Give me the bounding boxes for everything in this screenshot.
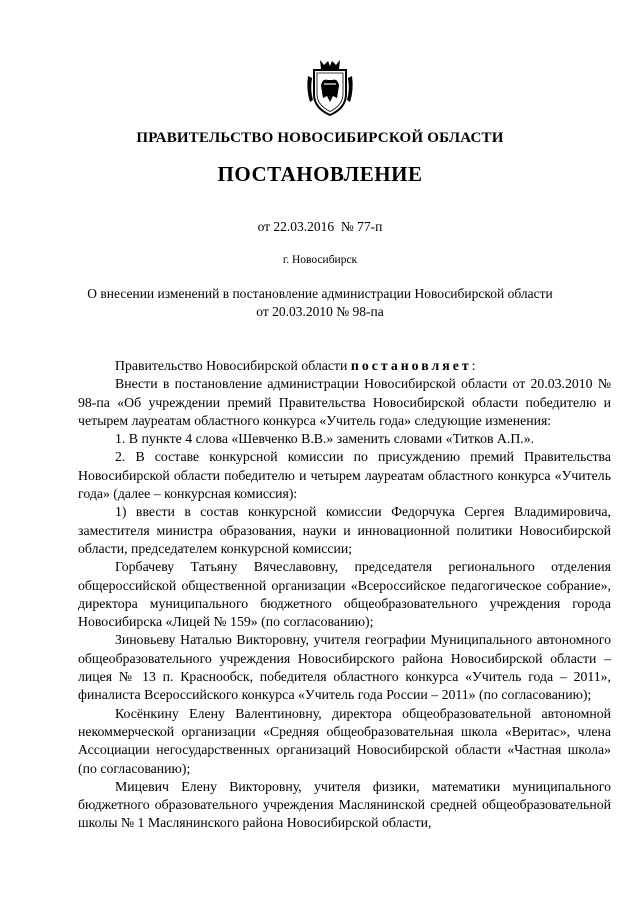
paragraph-gorbacheva: Горбачеву Татьяну Вячеславовну, председателя регионального отделения общероссийской общественной организации «Всероссийское педагогическое собрание», директора муниципального бюджетного общеобразовательного учреждения города Новосибирска «Лицей № 159» (по согласованию); [78, 559, 611, 630]
opening-text: Правительство Новосибирской области [115, 358, 351, 373]
paragraph-zinovieva: Зиновьеву Наталью Викторовну, учителя географии Муниципального автономного общеобразовательного учреждения Новосибирского района Новосибирской области – лицея № 13 п. Краснообск, победителя областного конкурса «Учитель года – 2011», финалиста Всероссийского конкурса «Учитель года России – 2011» (по согласованию); [78, 632, 611, 703]
paragraph-item-1: 1. В пункте 4 слова «Шевченко В.В.» заменить словами «Титков А.П.». [115, 431, 535, 447]
paragraph-item-2: 2. В составе конкурсной комиссии по присуждению премий Правительства Новосибирской области победителю и четырем лауреатам областного конкурса «Учитель года» (далее – конкурсная комиссия): [78, 449, 611, 502]
document-body [78, 357, 611, 833]
subject-line-2: от 20.03.2010 № 98-па [256, 304, 384, 319]
subject-line-1: О внесении изменений в постановление администрации Новосибирской области [87, 286, 553, 301]
paragraph-kosenkina: Косёнкину Елену Валентиновну, директора общеобразовательной автономной некоммерческой организации «Средняя общеобразовательная школа «Веритас», члена Ассоциации негосударственных организаций Новосибирской области «Частная школа» (по согласованию); [78, 705, 611, 776]
document-subject [60, 285, 580, 321]
resolves-word: постановляет [350, 358, 472, 373]
paragraph-mitsevich: Мицевич Елену Викторовну, учителя физики, математики муниципального бюджетного образовательного учреждения Маслянинской средней общеобразовательной школы № 1 Маслянинского района Новосибирской области, [78, 778, 611, 831]
opening-colon: : [471, 358, 476, 373]
resolution-opening [78, 357, 611, 375]
novosibirsk-coat-of-arms-icon [304, 58, 356, 118]
date-and-number: от 22.03.2016 № 77-п [257, 219, 383, 234]
organization-name: ПРАВИТЕЛЬСТВО НОВОСИБИРСКОЙ ОБЛАСТИ [136, 130, 504, 146]
city-name: г. Новосибирск [282, 254, 358, 266]
document-type: ПОСТАНОВЛЕНИЕ [217, 162, 423, 186]
paragraph-fedorchuk: 1) ввести в состав конкурсной комиссии Федорчука Сергея Владимировича, заместителя министра образования, науки и инновационной политики Новосибирской области, председателем конкурсной комиссии; [78, 504, 611, 556]
paragraph-amend: Внести в постановление администрации Новосибирской области от 20.03.2010 № 98-па «Об учреждении премий Правительства Новосибирской области победителю и четырем лауреатам областного конкурса «Учитель года» следующие изменения: [78, 376, 611, 428]
